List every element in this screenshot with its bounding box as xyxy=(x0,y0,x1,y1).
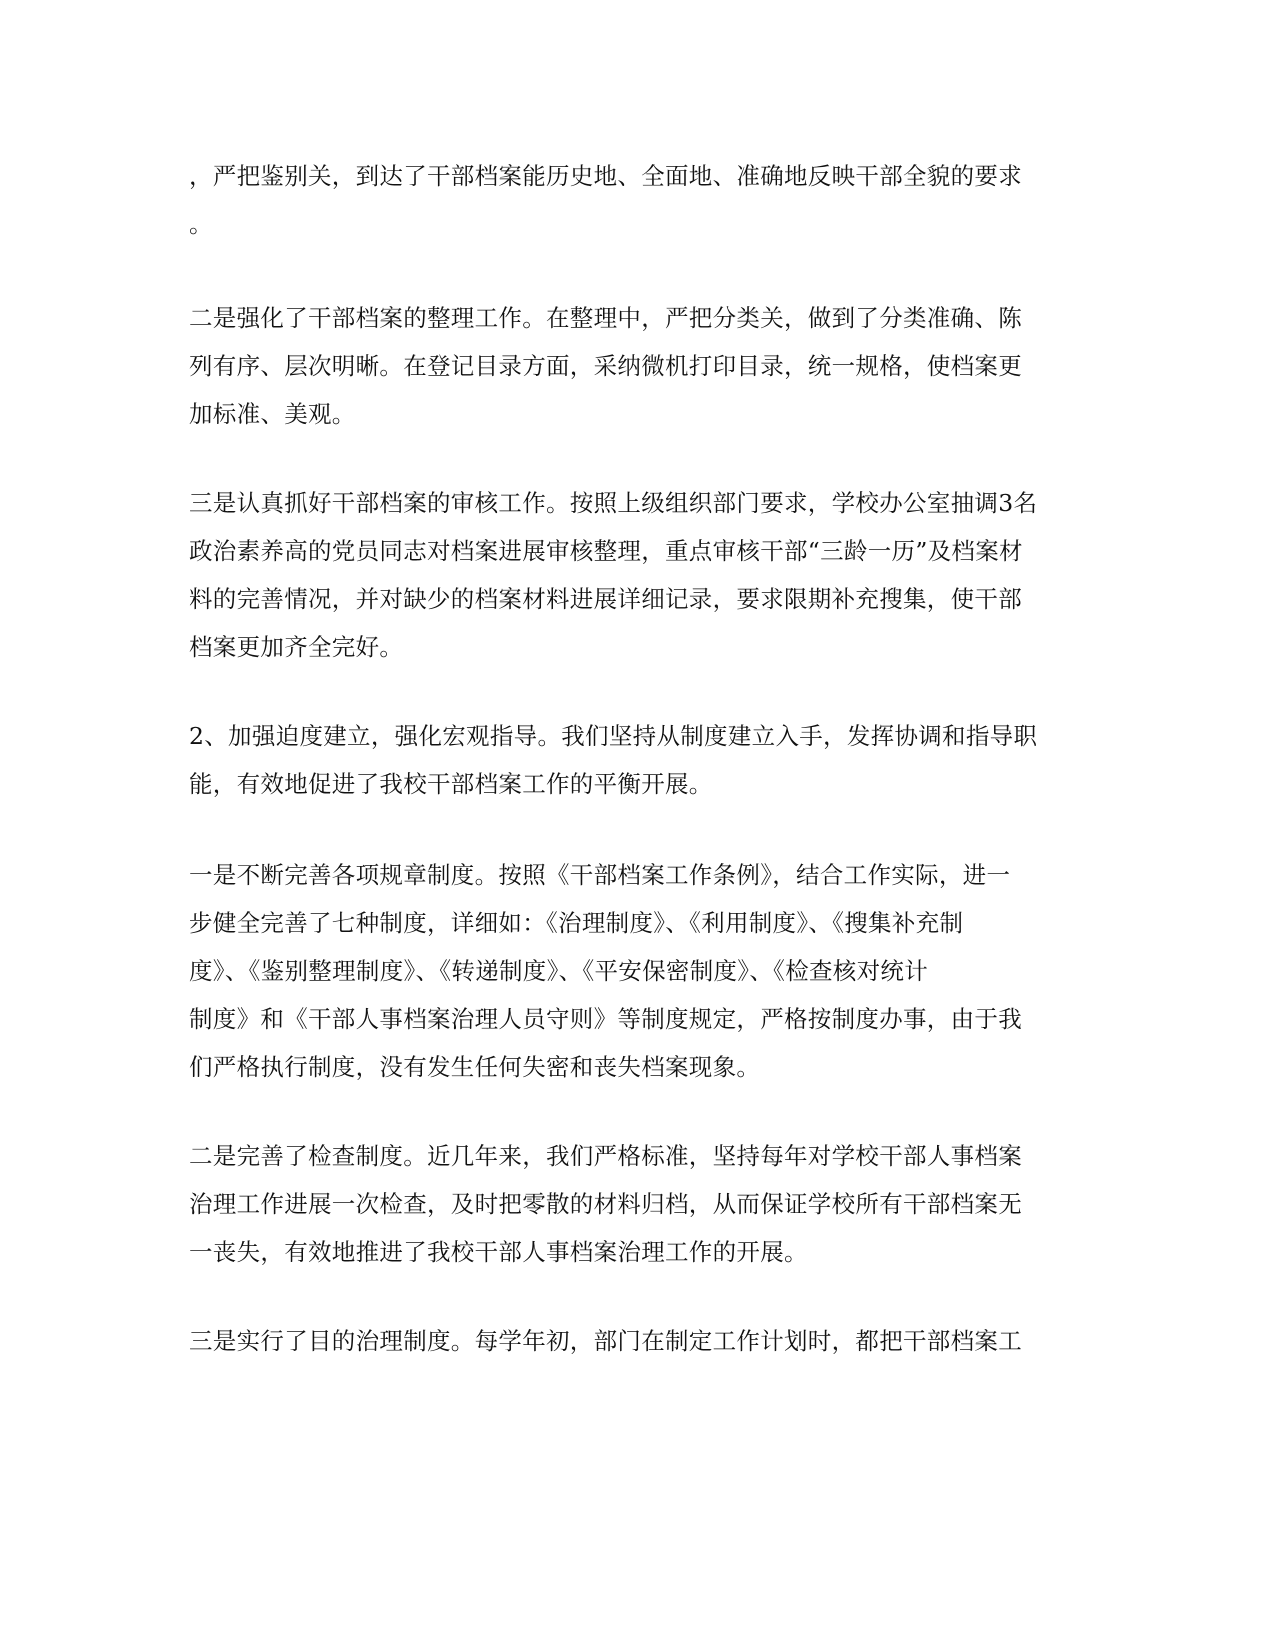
text-line: 步健全完善了七种制度，详细如：《治理制度》、《利用制度》、《搜集补充制 xyxy=(189,909,964,937)
paragraph-5 xyxy=(189,851,1069,1091)
text-line: 档案更加齐全完好。 xyxy=(189,633,404,661)
text-line: 二是完善了检查制度。近几年来，我们严格标准，坚持每年对学校干部人事档案 xyxy=(189,1142,1022,1170)
text-line: 制度》和《干部人事档案治理人员守则》等制度规定，严格按制度办事，由于我 xyxy=(189,1005,1022,1033)
paragraph-2 xyxy=(189,294,1069,438)
paragraph-1 xyxy=(189,152,1069,248)
text-line: 二是强化了干部档案的整理工作。在整理中，严把分类关，做到了分类准确、陈 xyxy=(189,304,1022,332)
text-line: 能，有效地促进了我校干部档案工作的平衡开展。 xyxy=(189,770,713,798)
text-line: ，严把鉴别关，到达了干部档案能历史地、全面地、准确地反映干部全貌的要求 xyxy=(189,162,1022,190)
text-line: 2、加强迫度建立，强化宏观指导。我们坚持从制度建立入手，发挥协调和指导职 xyxy=(189,722,1038,750)
paragraph-6 xyxy=(189,1132,1069,1276)
text-line: 一是不断完善各项规章制度。按照《干部档案工作条例》，结合工作实际，进一 xyxy=(189,861,1011,889)
text-line: 三是实行了目的治理制度。每学年初，部门在制定工作计划时，都把干部档案工 xyxy=(189,1327,1022,1355)
text-line: 政治素养高的党员同志对档案进展审核整理，重点审核干部“三龄一历”及档案材 xyxy=(189,537,1023,565)
text-line: 们严格执行制度，没有发生任何失密和丧失档案现象。 xyxy=(189,1053,761,1081)
text-line: 一丧失，有效地推进了我校干部人事档案治理工作的开展。 xyxy=(189,1238,808,1266)
paragraph-7 xyxy=(189,1317,1069,1365)
text-line: 料的完善情况，并对缺少的档案材料进展详细记录，要求限期补充搜集，使干部 xyxy=(189,585,1022,613)
text-line: 治理工作进展一次检查，及时把零散的材料归档，从而保证学校所有干部档案无 xyxy=(189,1190,1022,1218)
text-line: 列有序、层次明晰。在登记目录方面，采纳微机打印目录，统一规格，使档案更 xyxy=(189,352,1022,380)
text-line: 加标准、美观。 xyxy=(189,400,356,428)
text-line: 度》、《鉴别整理制度》、《转递制度》、《平安保密制度》、《检查核对统计 xyxy=(189,957,928,985)
text-line: 三是认真抓好干部档案的审核工作。按照上级组织部门要求，学校办公室抽调3名 xyxy=(189,489,1038,517)
paragraph-3 xyxy=(189,479,1069,671)
text-line: 。 xyxy=(189,210,213,238)
paragraph-4 xyxy=(189,712,1069,808)
